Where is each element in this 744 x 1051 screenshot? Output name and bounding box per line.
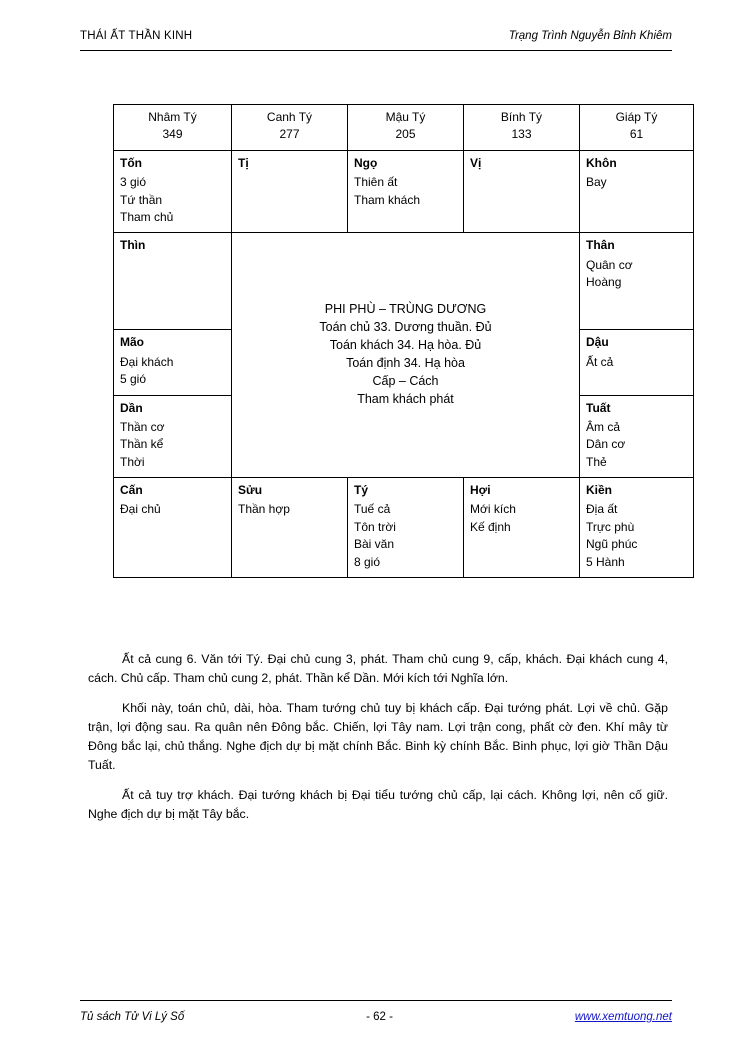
center-line-5: Cấp – Cách xyxy=(372,374,439,389)
cell-top-2 xyxy=(232,105,348,151)
cell-vi xyxy=(464,150,580,233)
cell-top-3 xyxy=(348,105,464,151)
cell-top-5 xyxy=(580,105,694,151)
cell-ty-title: Tý xyxy=(354,483,369,498)
footer-publisher: Tủ sách Tử Vi Lý Số xyxy=(80,1011,185,1023)
cell-mao-title: Mão xyxy=(120,335,144,350)
cell-than-line-2: Hoàng xyxy=(586,275,622,290)
cell-top-3-number: 205 xyxy=(395,127,416,142)
thai-at-chart xyxy=(113,104,693,578)
cell-kien-title: Kiền xyxy=(586,483,613,498)
cell-suu xyxy=(232,478,348,578)
cell-ty-line-1: Tuế cả xyxy=(354,502,391,517)
cell-dan-line-3: Thời xyxy=(120,454,145,469)
cell-suu-title: Sửu xyxy=(238,483,263,498)
cell-dan xyxy=(114,395,232,478)
cell-can-line-1: Đại chủ xyxy=(120,502,161,517)
cell-top-1 xyxy=(114,105,232,151)
cell-suu-line-1: Thần hợp xyxy=(238,502,290,517)
cell-ty-line-2: Tôn trời xyxy=(354,519,396,534)
cell-tuat-line-2: Dân cơ xyxy=(586,437,626,452)
paragraph-2: Khối này, toán chủ, dài, hòa. Tham tướng chủ tuy bị khách cấp. Đại tướng phát. Lợi về chủ. Gặp trận, lợi động sau. Ra quân nên Đông bắc. Chiến, lợi Tây nam. Lợi trận cong, phất cờ đen. Khí mây từ Đông bắc lại, chủ thắng. Nghe địch dự bị mặt chính Bắc. Binh kỳ chính Bắc. Binh phục, lợi giờ Thần Dậu Tuất. xyxy=(88,701,668,773)
cell-kien-line-2: Trực phù xyxy=(586,519,635,534)
cell-dan-line-1: Thần cơ xyxy=(120,419,165,434)
cell-top-3-name: Mậu Tý xyxy=(385,110,426,124)
cell-ton-line-2: Tứ thần xyxy=(120,192,163,207)
cell-top-2-number: 277 xyxy=(279,127,300,142)
cell-tuat-line-1: Âm cả xyxy=(586,419,621,434)
paragraph-3: Ất cả tuy trợ khách. Đại tướng khách bị Đại tiểu tướng chủ cấp, lại cách. Không lợi, nên cố giữ. Nghe địch dự bị mặt Tây bắc. xyxy=(88,788,668,822)
page-header xyxy=(80,30,672,42)
center-line-3: Toán khách 34. Hạ hòa. Đủ xyxy=(329,338,482,353)
cell-kien-line-1: Địa ất xyxy=(586,502,618,517)
cell-hoi-line-1: Mới kích xyxy=(470,502,516,517)
paragraph-1: Ất cả cung 6. Văn tới Tý. Đại chủ cung 3, phát. Tham chủ cung 9, cấp, khách. Đại khách cung 4, cách. Chủ cấp. Tham chủ cung 2, phát. Thần kể Dần. Mới kích tới Nghĩa lớn. xyxy=(88,652,668,686)
header-divider xyxy=(80,50,672,51)
cell-ty-line-3: Bài văn xyxy=(354,537,395,552)
cell-top-4 xyxy=(464,105,580,151)
cell-than-line-1: Quân cơ xyxy=(586,257,633,272)
cell-ty-line-4: 8 gió xyxy=(354,554,381,569)
cell-ngo xyxy=(348,150,464,233)
cell-dan-title: Dần xyxy=(120,400,143,415)
cell-hoi-title: Hợi xyxy=(470,483,491,498)
header-title-left: THÁI ẤT THẦN KINH xyxy=(80,30,193,42)
cell-vi-title: Vị xyxy=(470,155,482,170)
cell-dan-line-2: Thần kể xyxy=(120,437,164,452)
cell-ti-title: Tị xyxy=(238,155,249,170)
cell-top-5-number: 61 xyxy=(629,127,644,142)
cell-ton-line-1: 3 gió xyxy=(120,175,147,190)
center-line-1: PHI PHÙ – TRÙNG DƯƠNG xyxy=(324,301,487,316)
cell-mao-line-1: Đại khách xyxy=(120,354,174,369)
cell-can-title: Cấn xyxy=(120,483,143,498)
table-row-bottom xyxy=(114,478,694,578)
cell-kien-line-3: Ngũ phúc xyxy=(586,537,638,552)
table-row-2 xyxy=(114,150,694,233)
table-row-top xyxy=(114,105,694,151)
cell-mao-line-2: 5 gió xyxy=(120,372,147,387)
cell-tuat xyxy=(580,395,694,478)
cell-ton-title: Tốn xyxy=(120,155,142,170)
cell-hoi xyxy=(464,478,580,578)
cell-hoi-line-2: Kế định xyxy=(470,519,511,534)
center-line-6: Tham khách phát xyxy=(357,392,454,407)
table-row-3 xyxy=(114,233,694,330)
cell-top-5-name: Giáp Tý xyxy=(615,110,658,124)
cell-kien-line-4: 5 Hành xyxy=(586,554,625,569)
cell-dau-line-1: Ất cả xyxy=(586,354,614,369)
body-text xyxy=(88,650,668,835)
cell-kien xyxy=(580,478,694,578)
cell-ton xyxy=(114,150,232,233)
cell-top-1-number: 349 xyxy=(162,127,183,142)
header-title-right: Trạng Trình Nguyễn Bỉnh Khiêm xyxy=(508,30,672,42)
cell-top-2-name: Canh Tý xyxy=(266,110,313,124)
cell-top-4-name: Bính Tý xyxy=(500,110,543,124)
cell-khon-line-1: Bay xyxy=(586,175,607,190)
cell-ty xyxy=(348,478,464,578)
cell-dau-title: Dậu xyxy=(586,335,609,350)
cell-top-1-name: Nhâm Tý xyxy=(148,110,197,124)
center-line-4: Toán định 34. Hạ hòa xyxy=(346,356,465,371)
center-line-2: Toán chủ 33. Dương thuần. Đủ xyxy=(319,319,492,334)
chart-table xyxy=(113,104,694,578)
cell-ton-line-3: Tham chủ xyxy=(120,209,174,224)
page-footer xyxy=(80,1011,672,1023)
page-number: - 62 - xyxy=(366,1011,393,1023)
cell-dau xyxy=(580,330,694,395)
cell-khon-title: Khôn xyxy=(586,155,617,170)
center-summary-cell xyxy=(232,233,580,478)
cell-ngo-line-1: Thiên ất xyxy=(354,175,398,190)
cell-khon xyxy=(580,150,694,233)
cell-thin-title: Thìn xyxy=(120,238,146,253)
cell-tuat-line-3: Thẻ xyxy=(586,454,607,469)
cell-than xyxy=(580,233,694,330)
cell-ngo-title: Ngọ xyxy=(354,155,378,170)
cell-ngo-line-2: Tham khách xyxy=(354,192,421,207)
cell-than-title: Thân xyxy=(586,238,615,253)
cell-ti xyxy=(232,150,348,233)
footer-website-link[interactable]: www.xemtuong.net xyxy=(574,1011,672,1023)
cell-can xyxy=(114,478,232,578)
cell-top-4-number: 133 xyxy=(511,127,532,142)
cell-tuat-title: Tuất xyxy=(586,400,611,415)
cell-mao xyxy=(114,330,232,395)
cell-thin xyxy=(114,233,232,330)
footer-divider xyxy=(80,1000,672,1001)
